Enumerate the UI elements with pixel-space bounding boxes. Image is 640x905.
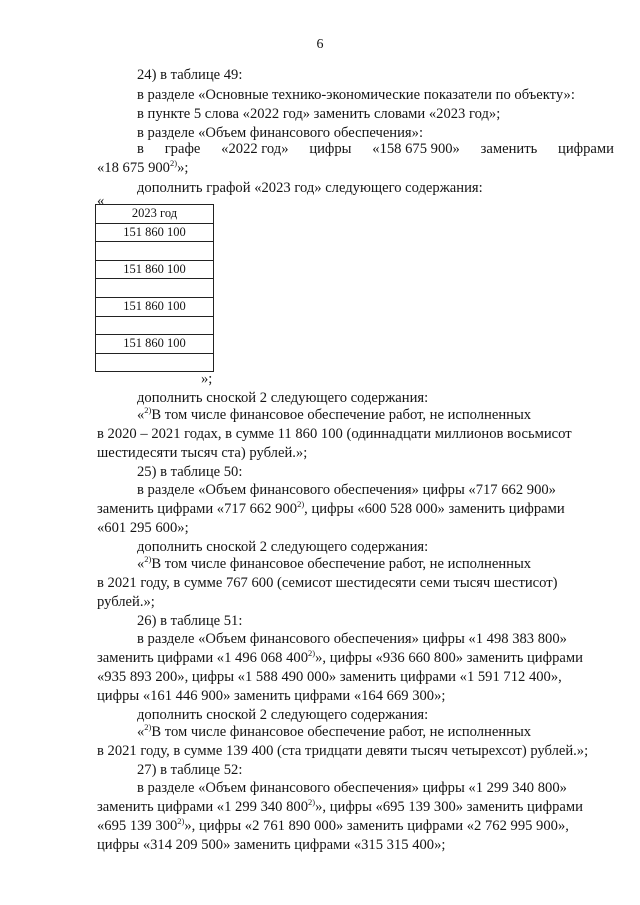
item-27-heading: 27) в таблице 52: xyxy=(137,762,243,778)
item-24-line-4-word: в xyxy=(137,141,144,157)
item-24-line-4-word: «2022 год» xyxy=(221,141,289,157)
quote-close: »; xyxy=(201,371,213,387)
item-24-line-1: в разделе «Основные технико-экономические показатели по объекту»: xyxy=(137,87,575,103)
item-25-footnote-line-2: в 2021 году, в сумме 767 600 (семисот шестидесяти семи тысяч шестисот) xyxy=(97,575,558,591)
year-2023-table xyxy=(95,204,214,372)
table-cell: 151 860 100 xyxy=(96,335,213,354)
item-24-line-4-word: цифрами xyxy=(558,141,614,157)
item-24-line-2: в пункте 5 слова «2022 год» заменить словами «2023 год»; xyxy=(137,106,501,122)
item-25-footnote-line-3: рублей.»; xyxy=(97,594,155,610)
table-cell xyxy=(96,242,213,261)
item-25-line-3: «601 295 600»; xyxy=(97,520,189,536)
item-24-line-4 xyxy=(137,140,614,158)
item-27-line-3: «695 139 300$^{2)}$», цифры «2 761 890 000» заменить цифрами «2 762 995 900», xyxy=(97,816,569,834)
item-24-footnote-line-1: «$^{2)}$В том числе финансовое обеспечение работ, не исполненных xyxy=(137,405,532,423)
item-24-line-4-word: графе xyxy=(164,141,201,157)
item-25-footnote-intro: дополнить сноской 2 следующего содержания: xyxy=(137,539,429,555)
item-25-line-2: заменить цифрами «717 662 900$^{2)}$, цифры «600 528 000» заменить цифрами xyxy=(97,499,565,517)
item-26-line-4: цифры «161 446 900» заменить цифрами «164 669 300»; xyxy=(97,688,446,704)
table-cell xyxy=(96,279,213,298)
item-24-line-5: «18 675 900$^{2)}$»; xyxy=(97,158,189,176)
item-26-line-1: в разделе «Объем финансового обеспечения» цифры «1 498 383 800» xyxy=(137,631,567,647)
table-cell: 151 860 100 xyxy=(96,261,213,280)
page-number: 6 xyxy=(316,37,324,52)
item-25-footnote-line-1: «$^{2)}$В том числе финансовое обеспечение работ, не исполненных xyxy=(137,554,532,572)
item-24-line-6: дополнить графой «2023 год» следующего содержания: xyxy=(137,180,483,196)
quote-open: « xyxy=(97,193,105,209)
item-24-line-4-word: заменить xyxy=(480,141,538,157)
item-24-footnote-line-3: шестидесяти тысяч ста) рублей.»; xyxy=(97,445,308,461)
item-26-footnote-intro: дополнить сноской 2 следующего содержания: xyxy=(137,707,429,723)
item-25-line-1: в разделе «Объем финансового обеспечения» цифры «717 662 900» xyxy=(137,482,556,498)
item-27-line-1: в разделе «Объем финансового обеспечения» цифры «1 299 340 800» xyxy=(137,780,567,796)
item-24-line-4-word: «158 675 900» xyxy=(372,141,460,157)
item-24-line-3: в разделе «Объем финансового обеспечения»: xyxy=(137,125,423,141)
table-header-cell: 2023 год xyxy=(96,205,213,224)
item-26-heading: 26) в таблице 51: xyxy=(137,613,243,629)
item-27-line-2: заменить цифрами «1 299 340 800$^{2)}$», цифры «695 139 300» заменить цифрами xyxy=(97,797,583,815)
item-24-footnote-line-2: в 2020 – 2021 годах, в сумме 11 860 100 (одиннадцати миллионов восьмисот xyxy=(97,426,572,442)
table-cell xyxy=(96,317,213,336)
item-24-footnote-intro: дополнить сноской 2 следующего содержания: xyxy=(137,390,429,406)
item-26-line-3: «935 893 200», цифры «1 588 490 000» заменить цифрами «1 591 712 400», xyxy=(97,669,562,685)
item-24-heading: 24) в таблице 49: xyxy=(137,67,243,83)
table-cell: 151 860 100 xyxy=(96,224,213,243)
item-26-line-2: заменить цифрами «1 496 068 400$^{2)}$», цифры «936 660 800» заменить цифрами xyxy=(97,648,583,666)
item-26-footnote-line-1: «$^{2)}$В том числе финансовое обеспечение работ, не исполненных xyxy=(137,722,532,740)
table-cell xyxy=(96,354,213,373)
item-27-line-4: цифры «314 209 500» заменить цифрами «315 315 400»; xyxy=(97,837,446,853)
item-25-heading: 25) в таблице 50: xyxy=(137,464,243,480)
item-24-line-4-word: цифры xyxy=(309,141,352,157)
item-26-footnote-line-2: в 2021 году, в сумме 139 400 (ста тридцати девяти тысяч четырехсот) рублей.»; xyxy=(97,743,589,759)
table-cell: 151 860 100 xyxy=(96,298,213,317)
